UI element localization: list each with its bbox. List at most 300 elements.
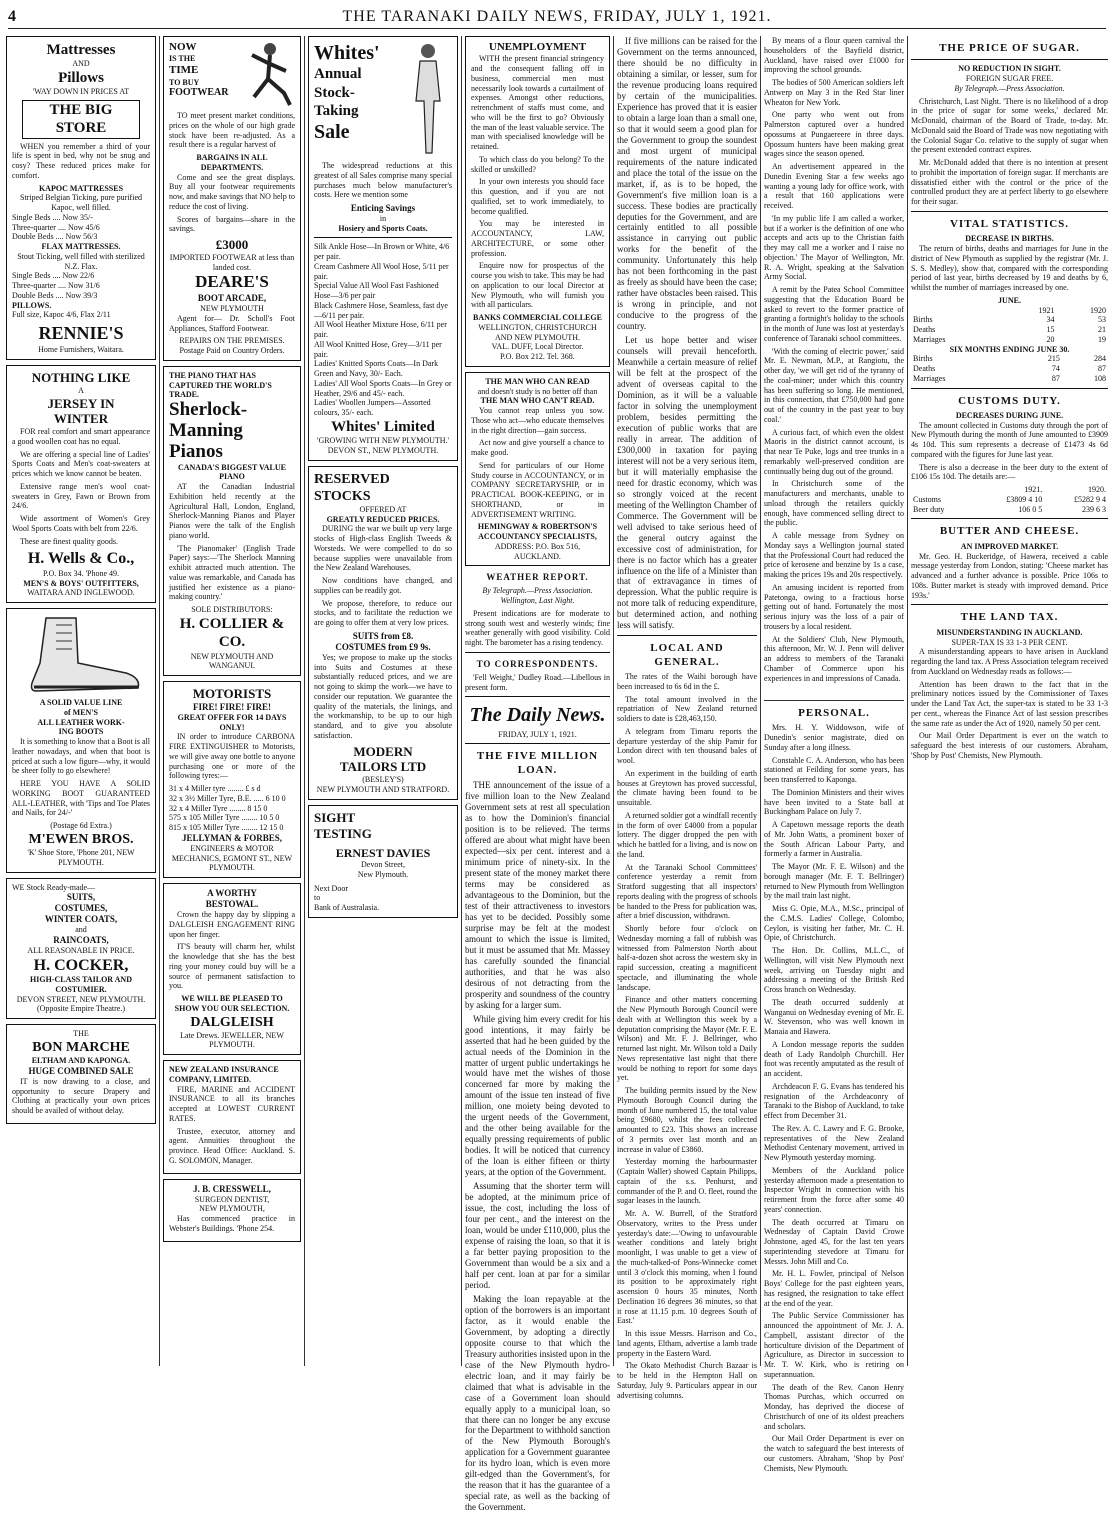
ad-text: Agent for— Dr. Scholl's Foot Appliances, Stafford Footwear. — [169, 313, 295, 333]
ad-heading: AND — [72, 59, 90, 69]
table-cell: 87 — [1051, 373, 1060, 383]
ad-text: WE Stock Ready-made— — [12, 882, 96, 892]
shop-name: H. COCKER, — [33, 956, 129, 974]
news-item: The death occurred at Timaru on Wednesday of Captain David Crowe Johnstone, aged 45, for the last ten years superintending stevedore at Timaru for Messrs. John Mill and Co. — [764, 1217, 904, 1266]
newspaper-title: THE TARANAKI DAILY NEWS, FRIDAY, JULY 1, 1921. — [342, 8, 772, 25]
article-text: Assuming that the shorter term will be adopted, at the minimum price of issue, the cost, including the loss of four per cent., and the interest on the loan, would be under £110,000, plus the expense of raising the loan, so that it is a far better paying proposition to the Government than would be a six and a half per cent. loan at par for a similar period. — [465, 1181, 610, 1290]
ad-heading: Annual — [314, 66, 362, 83]
article-text: Attention has been drawn to the fact that in the preliminary notices issued by the Commissioner of Taxes under the Land Tax Act, the super-tax is stated to be 33 1-3 per cent., whereas the Finance Act of last session prescribes the same rate as under the Act of 1920, namely 50 per cent. — [911, 679, 1108, 728]
ad-heading: UNEMPLOYMENT — [488, 41, 587, 53]
shop-address: Late Drews. JEWELLER, NEW PLYMOUTH. — [180, 1030, 284, 1050]
ad-section: COSTUMES from £9 9s. — [335, 641, 431, 652]
ad-text: 'The Pianomaker' (English Trade Paper) says:—'The Sherlock Manning exhibit attracted much attention. The value was remarkable, and Canada has justified her existence as a piano-making country.' — [169, 543, 295, 602]
news-item: Constable C. A. Anderson, who has been stationed at Feilding for some years, has been transferred to Kaponga. — [764, 755, 904, 785]
ad-section: KAPOC MATTRESSES — [38, 183, 124, 193]
ad-heading: Mattresses — [46, 42, 116, 58]
news-item: The Okato Methodist Church Bazaar is to be held in the Hempton Hall on Saturday, July 9. Particulars appear in our advertising columns. — [617, 1361, 757, 1400]
ad-section: BARGAINS IN ALL DEPARTMENTS. — [196, 153, 268, 172]
news-item: Members of the Auckland police yesterday afternoon made a presentation to Inspector Wright in connection with his retirement from the force after some 40 years' connection. — [764, 1165, 904, 1214]
price-line: Double Beds .... Now 56/3 — [12, 232, 98, 242]
news-item: Mr. H. L. Fowler, principal of Nelson Boys' College for the past eighteen years, has resigned, the resignation to take effect at the end of the year. — [764, 1269, 904, 1308]
row-label: Beer duty — [913, 504, 945, 514]
store-name: THE BIG STORE — [22, 100, 140, 139]
ad-text: FOR real comfort and smart appearance a good woollen coat has no equal. — [12, 427, 150, 446]
ad-heading: Whites' — [314, 42, 380, 64]
row-label — [911, 306, 1005, 316]
ad-section: OFFERED AT — [359, 504, 407, 514]
ad-section: SUITS from £8. — [352, 630, 414, 641]
table-cell: 1921 — [1038, 305, 1055, 315]
ad-text: ALL REASONABLE IN PRICE. — [27, 945, 135, 955]
news-item: The Dominion Ministers and their wives have been invited to a State ball at Buckingham Palace on July 7. — [764, 787, 904, 817]
article-text: A misunderstanding appears to have arisen in Auckland regarding the land tax. A Press Association telegram received from Auckland on Wednesday reads as follows:— — [911, 647, 1108, 676]
column-personal-block — [764, 700, 904, 1473]
article-heading: BUTTER AND CHEESE. — [939, 525, 1080, 538]
ad-insurance — [163, 1060, 301, 1174]
row-label: Births — [913, 354, 933, 364]
ad-heading: A WORTHY — [207, 888, 257, 899]
shop-name: H. Wells & Co., — [27, 550, 135, 568]
article-heading: CUSTOMS DUTY. — [958, 394, 1061, 407]
ad-text: Come and see the great displays. Buy all your footwear requirements now, and make savings that NO help to reduce the cost of living. — [169, 172, 295, 211]
article-subheading: FOREIGN SUGAR FREE. — [965, 74, 1054, 84]
shop-address: MEN'S & BOYS' OUTFITTERS, — [23, 578, 139, 588]
ad-text: FIRE, MARINE and ACCIDENT INSURANCE to all its branches accepted at LOWEST CURRENT RATES. — [169, 1084, 295, 1123]
shop-address: DEVON ST., NEW PLYMOUTH. — [327, 446, 439, 456]
news-item: At the Soldiers' Club, New Plymouth, this afternoon, Mr. W. J. Penn will deliver an address to members of the Taranaki Chamber of Commerce upon his experiences in and impressions of Canada. — [764, 634, 904, 683]
news-item: Yesterday morning the harbourmaster (Captain Waller) showed Captain Philipps, captain of the s.s. Penhurst, and commander of the P. and O. fleet, round the sugar leases in the launch. — [617, 1157, 757, 1206]
ad-text: These are finest quality goods. — [20, 536, 118, 546]
ad-text: To which class do you belong? To the skilled or unskilled? — [471, 154, 604, 174]
table-row — [911, 335, 1108, 345]
news-item: 'In my public life I am called a worker, but if a worker is the definition of one who accepts and acts up to the Christian faith they may call me a worker and I raise no objection.' The Mayor of Wellington, Mr. R. A. Wright, speaking at the Salvation Army Social. — [764, 213, 904, 282]
shop-address: Home Furnishers, Waitara. — [38, 345, 124, 355]
news-item: An amusing incident is reported from Patetonga, owing to a fractious horse getting out of hand. Fortunately the most serious injury was the loss of a pair of trousers by a local resident. — [764, 582, 904, 631]
article-text: The amount collected in Customs duty through the port of New Plymouth during the month of June amounted to £3909 4s 10d. This sum represents a decrease of £1473 4s 6d compared with the figures for June last year. — [911, 420, 1108, 459]
shop-address: ENGINEERS & MOTOR MECHANICS, EGMONT ST., NEW PLYMOUTH. — [171, 843, 293, 873]
editorial-masthead: The Daily News. — [469, 704, 606, 727]
shop-name: M'EWEN BROS. — [28, 831, 134, 847]
shop-address: HIGH-CLASS TAILOR AND COSTUMIER. — [30, 975, 132, 994]
row-label: Marriages — [913, 334, 946, 344]
ad-jersey — [6, 365, 156, 603]
table-cell: 106 0 5 — [1018, 504, 1043, 514]
price-line: 31 x 4 Miller tyre ........ £ s d — [169, 784, 261, 794]
ad-text: WHEN you remember a third of your life is spent in bed, why not be snug and cosy? These reduced prices make for comfort. — [12, 141, 150, 180]
table-cell: 239 6 3 — [1082, 504, 1106, 514]
ad-text: to — [314, 893, 321, 903]
news-item: A remit by the Patea School Committee suggesting that the Education Board be asked to revert to the former practice of granting a fortnight's holiday to the schools in the month of June was lost at yesterday's conference of Taranaki school committees. — [764, 285, 904, 343]
ad-text: REPAIRS ON THE PREMISES. Postage Paid on Country Orders. — [179, 336, 285, 356]
sale-item: Black Cashmere Hose, Seamless, fast dye—6/11 per pair. — [314, 300, 448, 320]
article-subheading: MISUNDERSTANDING IN AUCKLAND. — [936, 627, 1083, 637]
ad-heading: Pillows — [58, 70, 104, 87]
article-text: THE announcement of the issue of a five million loan to the New Zealand Government sets at rest all speculation as to how the Dominion's financial position is to be relieved. The terms offered are about what might have been expected—six per cent. interest and a minimum price of ninety-six. In the present state of the money market there terms may be considered as advantageous to the Dominion, but the test of their attractiveness to investors has yet to be decided. Possibly some surprise may be felt at the modest amount to which the issue is limited, but it must be assumed that Mr. Massey has carefully sounded the financial authorities, and that he was also desirous of not detracting from the prosperity and soundness of the country by asking for a larger sum. — [465, 780, 610, 1010]
ad-text: You cannot reap unless you sow. Those who act—who educate themselves in the right direction—gain success. — [471, 406, 604, 435]
news-item: 'With the coming of electric power,' said Mr. E. Newman, M.P., at Rangiotu, the other day, 'we will get rid of the tyranny of the coal-miner; under which this country has been suffering so long. He mentioned, in this connection, that £750,000 had gone out of the country in the past year to buy coal.' — [764, 346, 904, 424]
ad-text: Send for particulars of our Home Study course in ACCOUNTANCY, or in COMPANY SECRETARYSHIP, or in PRACTICAL BOOK-KEEPING, or in SHORTHAND, or in ADVERTISEMENT WRITING. — [471, 460, 604, 519]
shop-address: P.O. Box 212. Tel. 368. — [500, 352, 575, 362]
masthead — [8, 6, 1106, 29]
article-text: Mr. Geo. H. Buckeridge, of Hawera, received a cable message yesterday from London, stating: 'Cheese market has advanced and a further advance is possible. Price 106s to 108s. Butter market is steady with improved demand. Price 193s.' — [911, 551, 1108, 600]
ad-heading: J. B. CRESSWELL, — [193, 1183, 271, 1194]
ad-hemingway — [465, 372, 610, 567]
article-text: Mr. McDonald added that there is no intention at present to prohibit the importation of foreign sugar. If merchants are dissatisfied either with the control or the price of the controlled product they are at perfect liberty to go elsewhere for their sugar. — [911, 158, 1108, 207]
ad-subheading: 'WAY DOWN IN PRICES AT — [32, 87, 130, 97]
table-cell: £3809 4 10 — [1006, 494, 1043, 504]
news-item: Mr. A. W. Burrell, of the Stratford Observatory, writes to the Press under yesterday's date:—'Owing to unfavourable weather conditions and lately bright moonlight, I was unable to get a view of the much-talked-of Pons-Winnecke comet until 3 o'clock this morning, when I found its position to be approximately right ascension 0 hours 35 minutes, North Declination 16 degrees 36 minutes, so that it rose at 11.15 p.m. 10 degrees South of East.' — [617, 1209, 757, 1326]
table-cell: 15 — [1046, 325, 1055, 335]
shop-name: JELLYMAN & FORBES, — [182, 832, 282, 843]
ad-heading: THE PIANO THAT HAS CAPTURED THE WORLD'S TRADE. — [169, 370, 272, 400]
shop-name: BANKS COMMERCIAL COLLEGE — [473, 313, 602, 323]
table-cell: 215 — [1047, 354, 1060, 364]
page-number: 4 — [8, 8, 17, 25]
ad-modern-tailors — [308, 466, 458, 800]
ad-text: IT'S beauty will charm her, whilst the knowledge that she has the best ring your money could buy will be a source of permanent satisfaction to you. — [169, 942, 295, 991]
ad-text: Striped Belgian Ticking, pure purified Kapoc, well filled. — [20, 193, 142, 213]
ad-heading: A — [78, 385, 84, 395]
divider — [911, 211, 1108, 212]
shop-address: 'K' Shoe Store, 'Phone 201, NEW PLYMOUTH. — [27, 848, 135, 867]
shop-address: NEW PLYMOUTH — [200, 304, 264, 314]
ad-section: Enticing Savings — [350, 203, 416, 213]
column-4 — [465, 36, 610, 1513]
price-line: 32 x 3½ Miller Tyre, B.E. ..... 6 10 0 — [169, 793, 286, 803]
ad-heading: THE — [73, 1029, 89, 1039]
table-cell: £5282 9 4 — [1074, 494, 1106, 504]
article-heading: THE LAND TAX. — [960, 611, 1059, 624]
shop-name: DALGLEISH — [190, 1014, 274, 1030]
ad-heading: BESTOWAL. — [205, 899, 259, 910]
sale-item: Ladies' Woollen Jumpers—Assorted colours, 35/- each. — [314, 398, 431, 418]
ad-heading: NOW — [169, 41, 197, 53]
table-cell: 87 — [1098, 364, 1106, 374]
ad-section: Hosiery and Sports Coats. — [338, 223, 428, 233]
ad-heading: TESTING — [314, 825, 372, 841]
ad-heading: FIRE! FIRE! FIRE! — [193, 701, 271, 712]
article-text: If five millions can be raised for the Government on the terms announced, there should be no difficulty in obtaining a similar, or lesser, sum for the revenue producing loans required by certain of the municipalities. Experience has proved that it is easier to obtain a large loan than a small one, so that it would seem a good plan for the Government to group the soundest and most urgent of municipal requirements of the nature indicated and place the total of the issue on the market, if, as is to be hoped, the Government's five million loan is a success. These bodies are practically deputies for the Government, and are certainly entitled to all possible assistance in carrying out public works for the benefit of the community. Unfortunately this help has not been forthcoming in the past as freely as should have been the case; rather have obstacles been raised. This is wrong in principle, and not conducive to the progress of the country. — [617, 36, 757, 332]
table-cell: 20 — [1046, 334, 1055, 344]
shop-name: HEMINGWAY & ROBERTSON'S ACCOUNTANCY SPECIALISTS, — [477, 522, 598, 542]
sale-item: All Wool Heather Mixture Hose, 6/11 per pair. — [314, 320, 447, 340]
news-item: A curious fact, of which even the oldest Maoris in the district cannot account, is that near Te Puke, logs and tree trunks in a remarkably well-preserved condition are continually being dug out of the ground. — [764, 427, 904, 476]
news-item: One party who went out from Palmerston captured over a hundred opossums at Pungaereere in three days. Opossum hunters have been making great wages since the season opened. — [764, 110, 904, 159]
ad-heading: THE MAN WHO CAN READ — [485, 376, 590, 386]
article-dateline: By Telegraph.—Press Association. — [954, 83, 1065, 93]
table-cell: 21 — [1098, 325, 1106, 335]
ad-heading: NEW PLYMOUTH, — [199, 1204, 265, 1214]
ad-item: WINTER COATS, — [44, 914, 118, 925]
divider — [314, 237, 452, 238]
ad-text: WE WILL BE PLEASED TO SHOW YOU OUR SELECTION. — [174, 994, 290, 1013]
row-label: Marriages — [913, 373, 946, 383]
ad-heading: Stock- — [314, 84, 355, 101]
ad-heading: of MEN'S — [64, 707, 98, 717]
ad-heading: THE MAN WHO CAN'T READ. — [480, 396, 595, 406]
ad-cocker — [6, 878, 156, 1020]
ad-text: Full size, Kapoc 4/6, Flax 2/11 — [12, 310, 111, 320]
news-item: The death of the Rev. Canon Henry Thomas Purchas, which occurred on Monday, has deprived the diocese of Christchurch of one of its oldest preachers and scholars. — [764, 1382, 904, 1431]
ad-text: The widespread reductions at this greatest of all Sales comprise many special purchases much below manufacturer's costs. Here we mention some — [314, 161, 452, 200]
ad-section: in — [379, 213, 387, 223]
shop-address: P.O. Box 34. 'Phone 49. — [42, 568, 120, 578]
sale-item: Special Value All Wool Fast Fashioned Hose—3/6 per pair — [314, 281, 439, 301]
row-label — [911, 485, 974, 495]
shop-address: VAL. DUFF, Local Director. — [491, 342, 584, 352]
shop-name: RENNIE'S — [38, 323, 124, 344]
ad-item: and — [75, 925, 87, 935]
shop-name: Whites' Limited — [331, 418, 435, 435]
news-item: The death occurred suddenly at Wanganui on Wednesday evening of Mr. E. W. Stevenson, who was well known in Manaia and Hawera. — [764, 997, 904, 1037]
column-rule — [304, 36, 305, 1366]
ad-text: HERE YOU HAVE A SOLID WORKING BOOT GUARANTEED ALL-LEATHER, with 'Tips and Toe Plates and Nails, for 24/-' — [12, 779, 150, 818]
ad-item: SUITS, — [66, 892, 96, 903]
table-cell: 19 — [1098, 334, 1106, 344]
row-label: Deaths — [913, 325, 936, 335]
news-item: An advertisement appeared in the Dunedin Evening Star a few weeks ago wanting a young lady for office work, with a result that 160 applications were received. — [764, 162, 904, 210]
news-item: In this issue Messrs. Harrison and Co., land agents, Eltham, advertise a lamb trade property in the Eastern Ward. — [617, 1329, 757, 1358]
june-stats-table — [911, 306, 1108, 345]
table-row — [911, 306, 1108, 316]
article-heading: THE FIVE MILLION LOAN. — [476, 750, 599, 776]
ad-heading: GREAT OFFER FOR 14 DAYS ONLY! — [177, 712, 287, 732]
ad-motorists — [163, 681, 301, 878]
news-item: By means of a flour queen carnival the householders of the Bayfield district, Auckland, have raised over £1000 for improving the school grounds. — [764, 36, 904, 75]
divider — [911, 604, 1108, 605]
shop-name: DEARE'S — [195, 272, 269, 292]
ad-text: Enquire now for prospectus of the course you wish to take. This may be had on application to our local Director at New Plymouth, who will furnish you with all particulars. — [471, 261, 604, 310]
ad-item: RAINCOATS, — [53, 934, 109, 945]
table-row — [911, 364, 1108, 374]
ad-mattresses — [6, 36, 156, 360]
ad-whites-sale — [308, 36, 458, 461]
customs-table — [911, 485, 1108, 514]
table-title: SIX MONTHS ENDING JUNE 30. — [949, 344, 1070, 354]
article-heading: LOCAL AND GENERAL. — [650, 642, 724, 668]
ad-heading: A SOLID VALUE LINE — [39, 698, 123, 708]
article-subheading: DECREASE IN BIRTHS. — [965, 234, 1054, 244]
ad-heading: ELTHAM AND KAPONGA. — [31, 1056, 131, 1066]
ad-heading: Sherlock-Manning Pianos — [169, 399, 248, 462]
ad-heading: RESERVED — [314, 471, 390, 487]
table-row — [911, 354, 1108, 364]
ad-section: FLAX MATTRESSES. — [41, 242, 121, 252]
ad-heading: Taking — [314, 102, 359, 119]
ad-text: Yes; we propose to make up the stocks into Suits and Costumes at these substantially reduced prices, and we are not going to skimp the work—we have to consider our reputation. We guarantee the quality of the materials, the linings, and the workmanship, to be up to our high standard, and to give you absolute satisfaction. — [314, 652, 452, 740]
ad-pianos — [163, 366, 301, 676]
table-row — [911, 374, 1108, 384]
sale-item: Ladies' All Wool Sports Coats—In Grey or Heather, 29/6 and 45/- each. — [314, 378, 452, 398]
article-subheading: NO REDUCTION IN SIGHT. — [958, 64, 1061, 74]
ad-heading: JERSEY IN — [47, 395, 115, 411]
ad-text: AT the Canadian Industrial Exhibition held recently at the Agricultural Hall, London, England, Sherlock-Manning Pianos and Player Pianos were the talk of the English piano world. — [169, 482, 295, 540]
ad-heading: TIME — [169, 64, 199, 77]
column-rule — [159, 36, 160, 1366]
shop-name: TAILORS LTD — [339, 759, 427, 775]
ad-text: We propose, therefore, to reduce our stocks, and to facilitate the reduction we are going to offer them at very low prices. — [314, 598, 452, 628]
price-line: Three-quarter .... Now 31/6 — [12, 281, 100, 291]
shop-name: ERNEST DAVIES — [335, 845, 431, 860]
news-item: Miss G. Opie, M.A., M.Sc., principal of the C.M.S. Ladies' College, Colombo, Ceylon, is visiting her father, Mr. C. H. Opie, of Christchurch. — [764, 904, 904, 943]
news-item: Shortly before four o'clock on Wednesday morning a fall of rubbish was witnessed from Palmerston North about half-a-dozen shot across the western sky in rapid succession, creating a magnificent spectacle, and illuminating the whole landscape. — [617, 924, 757, 992]
news-item: A telegram from Timaru reports the departure yesterday of the ship Pamir for London direct with ten thousand bales of wool. — [617, 726, 757, 766]
news-item: The rates of the Waihi borough have been increased to 6s 6d in the £. — [617, 672, 757, 691]
divider — [911, 388, 1108, 389]
column-rule — [461, 36, 462, 1366]
ad-heading: MOTORISTS — [192, 686, 272, 702]
ad-text: (Postage 6d Extra.) — [50, 821, 112, 831]
six-month-stats-table — [911, 354, 1108, 383]
price-line: 32 x 4 Miller Tyre ........ 8 15 0 — [169, 803, 268, 813]
news-item: Mrs. H. Y. Widdowson, wife of Dunedin's senior magistrate, died on Sunday after a long illness. — [764, 723, 904, 752]
ad-text: Bank of Australasia. — [314, 903, 380, 913]
article-text: Let us hope better and wiser counsels will prevail henceforth. Meanwhile a certain measure of relief will be felt at the prospect of the advent of overseas capital to the Dominion, as it will be a valuable factor in solving the unemployment problem, besides permitting the execution of public works that are really in arrear. The addition of £300,000 in taxation for paying interest will not be a very serious item, but it will materially emphasise the need for drastic economy, which was so strongly voiced at the recent meeting of the Wellington Chamber of Commerce. The Government will be well advised to take serious heed of the general outcry against the excessive cost of administration, for there is no factor which has a greater influence on the life of a Minister than that of extravagance in times of depression. What the public require is not more talk of reducing expenditure, but determined action, and nothing less will satisfy. — [617, 335, 757, 631]
table-cell: 1920. — [1088, 485, 1106, 495]
sale-item: Silk Ankle Hose—In Brown or White, 4/6 per pair. — [314, 242, 450, 262]
ad-text: Trustee, executor, attorney and agent. Annuities throughout the province. Head Office: Auckland. S. G. SOLOMON, Manager. — [169, 1126, 295, 1165]
shop-address: Devon Street, — [361, 860, 405, 870]
ad-section: £3000 — [215, 237, 249, 252]
ad-heading: ING BOOTS — [58, 727, 104, 737]
ad-heading: SIGHT — [314, 809, 356, 825]
table-cell: 1920 — [1090, 305, 1106, 315]
article-text: Our Mail Order Department is ever on the watch to safeguard the best interests of our customers. Abraham, 'Shop by Post' Chemists, New Plymouth. — [911, 731, 1108, 760]
price-line: Three-quarter .... Now 45/6 — [12, 222, 100, 232]
ad-heading: SURGEON DENTIST, — [194, 1194, 270, 1204]
table-row — [911, 505, 1108, 515]
jumping-man-illustration — [240, 41, 295, 111]
ad-heading: BON MARCHE — [32, 1039, 130, 1055]
table-cell: 108 — [1094, 373, 1106, 383]
ad-text: DURING the war we built up very large stocks of High-class English Tweeds & Worsteds. We were compelled to do so because supplies were unavailable from the New Zealand Warehouses. — [314, 524, 452, 573]
ad-heading: FOOTWEAR — [169, 87, 229, 99]
ad-text: You may be interested in ACCOUNTANCY, LAW, ARCHITECTURE, or some other profession. — [471, 219, 604, 258]
ad-text: Has commenced practice in Webster's Buildings. 'Phone 254. — [169, 1214, 295, 1233]
table-cell: 1921. — [1024, 485, 1043, 495]
news-item: An experiment in the building of earth houses at Greytown has proved successful, the climate having been found to be unsuitable. — [617, 768, 757, 808]
article-text: There is also a decrease in the beer duty to the extent of £106 15s 10d. The details are:— — [911, 462, 1108, 482]
table-cell: 53 — [1098, 315, 1106, 325]
shop-address: ADDRESS: P.O. Box 516, AUCKLAND. — [494, 541, 581, 561]
ad-heading: NEW ZEALAND INSURANCE COMPANY, LIMITED. — [169, 1065, 279, 1084]
shop-name: MODERN — [353, 743, 413, 759]
ad-text: Scores of bargains—share in the savings. — [169, 214, 295, 234]
shop-tagline: 'GROWING WITH NEW PLYMOUTH.' — [317, 436, 449, 446]
divider — [465, 652, 610, 653]
news-item: At the Taranaki School Committees' conference yesterday a remit from Stratford suggesting that all inspectors' reports dealing with the progress of schools be handed to the Press for publication was, after a brief discussion, withdrawn. — [617, 862, 757, 921]
column-1 — [6, 36, 156, 1366]
table-cell: 74 — [1051, 364, 1060, 374]
article-heading: TO CORRESPONDENTS. — [476, 658, 599, 669]
news-item: A cable message from Sydney on Monday says a Wellington journal stated that the Professional Court had reduced the price of kerosene and benzine by 1s a case, making the prices 19s and 20s respectively. — [764, 531, 904, 579]
ad-text: TO meet present market conditions, prices on the whole of our high grade stock have been re-adjusted. As a result there is a regular harvest of — [169, 111, 295, 150]
news-item: The building permits issued by the New Plymouth Borough Council during the month of June numbered 15, the total value being £9680, whilst the fees collected amounted to £23. This shows an increase of 3 permits over last month and an increase in value of £3860. — [617, 1086, 757, 1154]
ad-boots — [6, 608, 156, 872]
news-item: The Rev. A. C. Lawry and F. G. Brooke, representatives of the New Zealand Methodist Centenary movement, arrived in New Plymouth yesterday morning. — [764, 1123, 904, 1163]
ad-text: and doesn't study is no better off than — [477, 386, 598, 396]
divider — [617, 635, 757, 636]
ad-text: IMPORTED FOOTWEAR at less than landed cost. — [169, 252, 295, 272]
sale-item: All Wool Knitted Hose, Grey—3/11 per pair. — [314, 339, 442, 359]
table-cell: 284 — [1094, 354, 1106, 364]
article-text: Making the loan repayable at the option of the borrowers is an important factor, as it would enable the Government, by adopting a directly opposite course to that which the Treasury authorities insisted upon in the case of the New Plymouth hydro-electric loan, and it may fairly be claimed that what is advisable in the case of a Government loan should equally apply to a municipal loan, so that there can no longer be any excuse for the Department to withhold sanction of the New Plymouth Borough's application for a Government guarantee for its hydro loan, which is even more gilt-edged than the Government's, for the reason that it has the guarantee of a special rate, as well as the backing of the Government. — [465, 1293, 610, 1513]
editorial-date: FRIDAY, JULY 1, 1921. — [498, 729, 577, 739]
news-item: A returned soldier got a windfall recently in the form of over £4000 from a popular lottery. The digger dropped the pen with which he battled for a living, and is now on the land. — [617, 810, 757, 859]
ad-text: It is something to know that a Boot is all leather nowadays, and when that boot is priced at such a low figure—why, it would be sheer folly to go elsewhere! — [12, 737, 150, 776]
ad-text: Act now and give yourself a chance to make good. — [471, 438, 604, 458]
price-line: Single Beds .... Now 35/- — [12, 212, 93, 222]
ad-text: IT is now drawing to a close, and opportunity to secure Drapery and Clothing at practically your own prices should be availed of without delay. — [12, 1076, 150, 1115]
news-item: The total amount involved in the repatriation of New Zealand returned soldiers to date is £28,463,150. — [617, 694, 757, 724]
article-dateline: By Telegraph.—Press Association. Wellington, Last Night. — [482, 586, 593, 606]
row-label: Customs — [913, 494, 942, 504]
ad-text: Crown the happy day by slipping a DALGLEISH ENGAGEMENT RING upon her finger. — [169, 910, 295, 939]
shop-address: DEVON STREET, NEW PLYMOUTH. — [16, 994, 146, 1004]
boot-illustration — [16, 613, 146, 698]
ad-footwear — [163, 36, 301, 361]
shop-address: New Plymouth. — [357, 869, 409, 879]
ad-section: GREATLY REDUCED PRICES. — [326, 514, 440, 524]
price-line: Double Beds .... Now 39/3 — [12, 290, 98, 300]
ad-text: Extensive range men's wool coat-sweaters in Grey, Fawn or Brown from 24/6. — [12, 481, 150, 511]
news-item: Our Mail Order Department is ever on the watch to safeguard the best interests of our customers. Abraham, 'Shop by Post' Chemists, New Plymouth. — [764, 1434, 904, 1473]
article-text: Present indications are for moderate to strong south west and westerly winds; fine weather generally with good visibility. Cold night. The barometer has a rising tendency. — [465, 608, 610, 648]
divider — [911, 518, 1108, 519]
ad-text: Wide assortment of Women's Grey Wool Sports Coats with belt from 22/6. — [12, 514, 150, 533]
ad-heading: WINTER — [53, 411, 109, 427]
shop-name: BOOT ARCADE, — [197, 293, 267, 304]
column-rule — [760, 36, 761, 1366]
price-line: Single Beds .... Now 22/6 — [12, 271, 95, 281]
article-text: Christchurch, Last Night. 'There is no likelihood of a drop in the price of sugar for some weeks,' declared Mr. McDonald, chairman of the Board of Trade, to-day. Mr. McDonald said the Board of Trade was now negotiating with the Colonial Sugar Co. relative to the supply of sugar when the present extended contract expires. — [911, 96, 1108, 155]
news-item: The Hon. Dr. Collins, M.L.C., of Wellington, will visit New Plymouth next week, arriving on Tuesday night and addressing a meeting of the British Red Cross branch on Wednesday. — [764, 946, 904, 995]
article-subheading: DECREASES DURING JUNE. — [955, 410, 1064, 420]
news-item: The bodies of 500 American soldiers left Antwerp on May 3 in the Red Star liner Wheaton for New York. — [764, 78, 904, 107]
lady-illustration — [404, 41, 452, 161]
news-item: Archdeacon F. G. Evans has tendered his resignation of the Archdeaconry of Taranaki to the Bishop of Auckland, to take effect from December 31. — [764, 1081, 904, 1121]
ad-text: IN order to introduce CARBONA FIRE EXTINGUISHER to Motorists, we will give away one bottle to anyone purchasing one or more of the following tyres:— — [169, 732, 295, 781]
ad-text: WITH the present financial stringency and the consequent falling off in business, commercial men must necessarily look towards a curtailment of expenses. Amongst other reductions, retrenchment of staffs must come, and who will be the first to go? Obviously the man of the least valuable service. The man with specialised knowledge will be retained. — [471, 54, 604, 152]
news-item: A Capetown message reports the death of Mr. John Watts, a prominent boxer of the South African Labour Party, and formerly a farmer in Australia. — [764, 820, 904, 859]
table-row — [911, 485, 1108, 495]
table-row — [911, 325, 1108, 335]
news-item: The Public Service Commissioner has announced the appointment of Mr. J. A. Campbell, assistant director of the horticulture division of the Department of Agriculture, as Director in succession to Mr. T. W. Kirk, who is retiring on superannuation. — [764, 1311, 904, 1379]
article-text: The return of births, deaths and marriages for June in the district of New Plymouth as supplied by the registrar (Mr. J. S. S. Medley), show that, compared with the corresponding period of last year, births decreased by 19 and deaths by 6, whilst the number of marriages increased by one. — [911, 244, 1108, 293]
ad-banks-college — [465, 36, 610, 367]
shop-address: (BESLEY'S) — [362, 775, 404, 785]
article-text: While giving him every credit for his good intentions, it may fairly be asserted that had he been guided by the actual needs of the Dominion in the matter of urgent public undertakings he would have met the wishes of those concerned far more by making the amount of the issue ten instead of five million, one moiety being devoted to the urgent needs of the Government, and the other being available for the equally pressing requirements of public bodies. It will be noticed that currency of the loan is either fifteen or thirty years, at the option of the Government. — [465, 1013, 610, 1178]
ad-heading: HUGE COMBINED SALE — [28, 1065, 134, 1076]
ad-bon-marche — [6, 1024, 156, 1124]
table-title: JUNE. — [998, 295, 1021, 305]
column-2 — [163, 36, 301, 1366]
ad-heading: ALL LEATHER WORK- — [37, 717, 125, 727]
shop-address: (Opposite Empire Theatre.) — [36, 1004, 126, 1014]
shop-address: NEW PLYMOUTH AND STRATFORD. — [316, 785, 450, 795]
shop-address: NEW PLYMOUTH AND WANGANUI. — [190, 651, 274, 671]
article-heading: VITAL STATISTICS. — [949, 217, 1070, 230]
ad-heading: STOCKS — [314, 488, 371, 504]
article-subheading: SUPER-TAX IS 33 1-3 PER CENT. — [951, 637, 1068, 647]
article-heading: WEATHER REPORT. — [486, 572, 589, 583]
ad-text: In your own interests you should face this question, and if you are not qualified, set to work immediately, to become qualified. — [471, 177, 604, 216]
news-item: The Mayor (Mr. F. E. Wilson) and the borough manager (Mr. F. T. Bellringer) returned to New Plymouth from Wellington by the mail train last night. — [764, 862, 904, 901]
ad-dentist — [163, 1179, 301, 1242]
news-item: Finance and other matters concerning the New Plymouth Borough Council were dealt with at Wellington this week by a deputation comprising the Mayor (Mr. F. E. Wilson) and Mr. F. J. Bellringer, who returned last night. Mr. Wilson told a Daily News representative last night that there would be nothing to report for some days yet. — [617, 995, 757, 1083]
shop-address: WELLINGTON, CHRISTCHURCH AND NEW PLYMOUTH. — [478, 322, 597, 342]
ad-heading: NOTHING LIKE — [31, 369, 131, 385]
